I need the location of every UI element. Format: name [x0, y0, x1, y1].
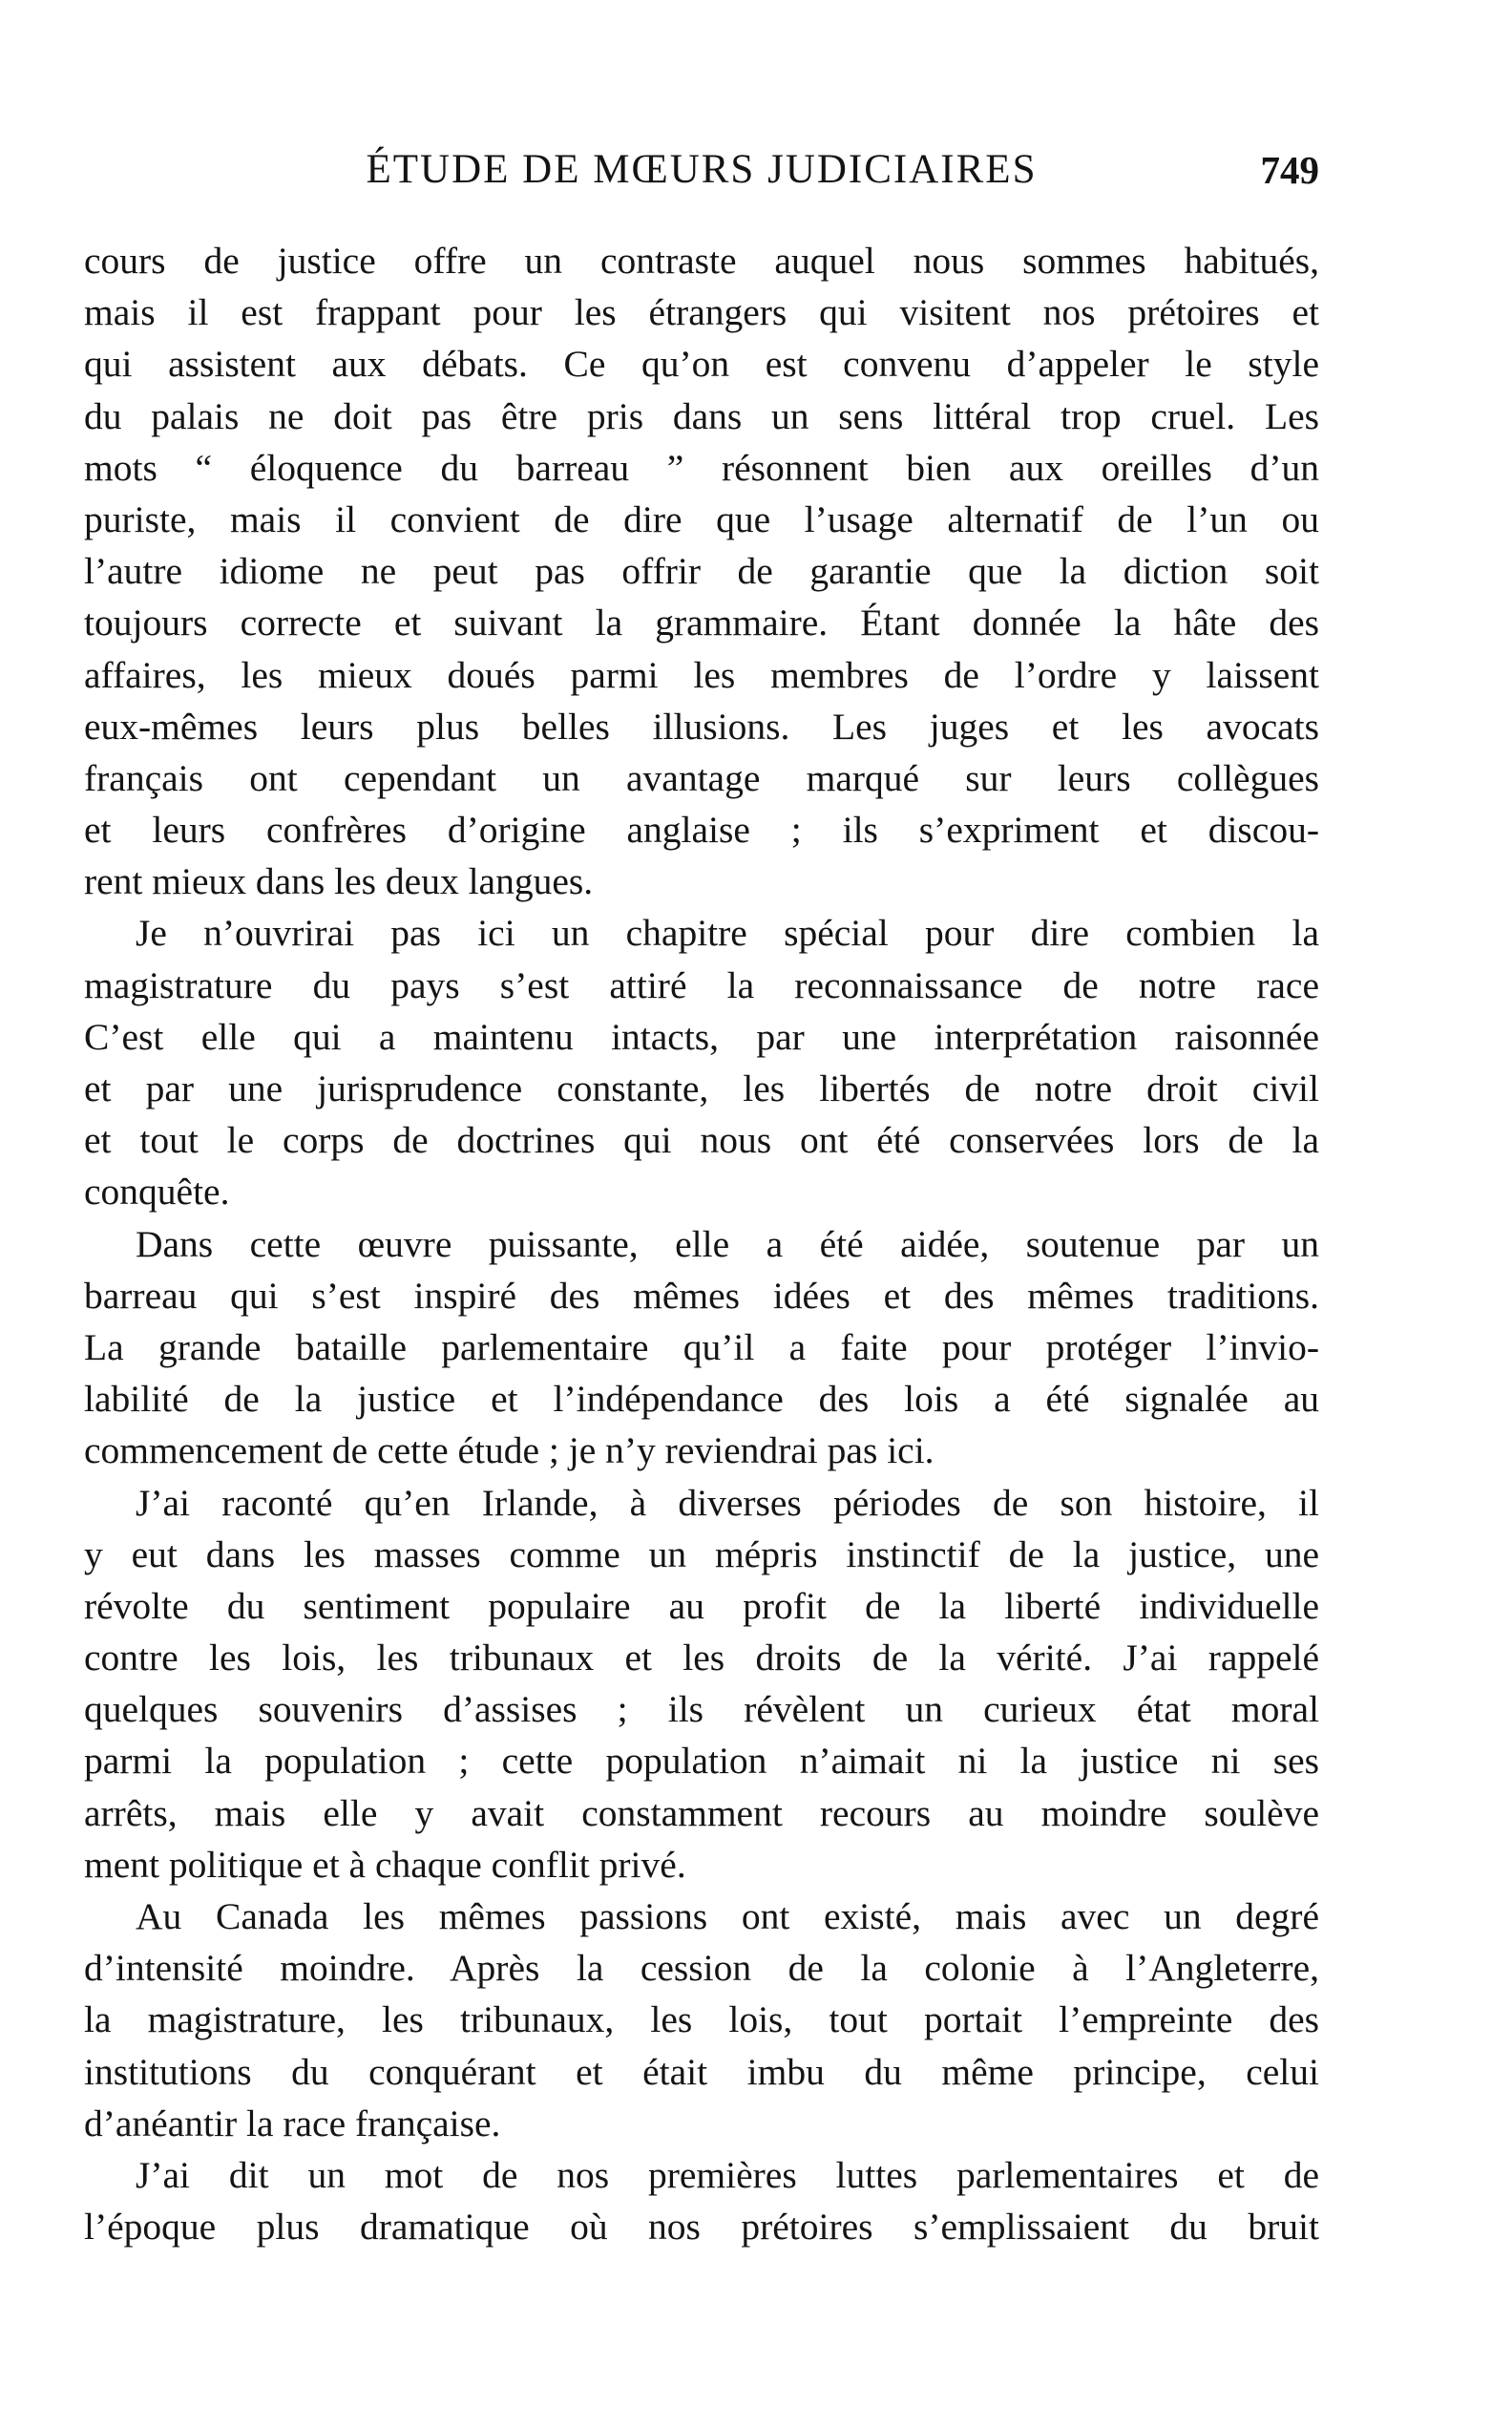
text-line: ment politique et à chaque conflit privé.: [84, 1843, 686, 1886]
text-line: toujours correcte et suivant la grammaire. Étant donnée la hâte des: [84, 602, 1319, 644]
page-header: [84, 141, 1319, 199]
text-line: y eut dans les masses comme un mépris instinctif de la justice, une: [84, 1532, 1319, 1575]
text-line: puriste, mais il convient de dire que l’usage alternatif de l’un ou: [84, 497, 1319, 540]
text-line: J’ai dit un mot de nos premières luttes parlementaires et de: [136, 2153, 1319, 2196]
text-line: barreau qui s’est inspiré des mêmes idées et des mêmes traditions.: [84, 1274, 1319, 1317]
text-line: du palais ne doit pas être pris dans un sens littéral trop cruel. Les: [84, 394, 1319, 437]
text-line: mots “ éloquence du barreau ” résonnent bien aux oreilles d’un: [84, 446, 1319, 489]
text-line: commencement de cette étude ; je n’y reviendrai pas ici.: [84, 1429, 934, 1472]
text-line: C’est elle qui a maintenu intacts, par une interprétation raisonnée: [84, 1015, 1319, 1058]
text-line: et leurs confrères d’origine anglaise ; ils s’expriment et discou-: [84, 809, 1319, 852]
body-text: [84, 235, 1319, 2252]
text-line: affaires, les mieux doués parmi les membres de l’ordre y laissent: [84, 653, 1319, 696]
text-line: magistrature du pays s’est attiré la reconnaissance de notre race: [84, 963, 1319, 1006]
running-title: ÉTUDE DE MŒURS JUDICIAIRES: [366, 147, 1038, 192]
text-line: Dans cette œuvre puissante, elle a été aidée, soutenue par un: [136, 1222, 1319, 1265]
text-line: révolte du sentiment populaire au profit de la liberté individuelle: [84, 1584, 1319, 1627]
text-line: eux-mêmes leurs plus belles illusions. Les juges et les avocats: [84, 705, 1319, 748]
text-line: et par une jurisprudence constante, les libertés de notre droit civil: [84, 1067, 1319, 1109]
text-line: conquête.: [84, 1171, 230, 1214]
text-line: la magistrature, les tribunaux, les lois, tout portait l’empreinte des: [84, 1998, 1319, 2041]
text-line: J’ai raconté qu’en Irlande, à diverses périodes de son histoire, il: [136, 1481, 1319, 1524]
text-line: Je n’ouvrirai pas ici un chapitre spécial pour dire combien la: [136, 912, 1319, 955]
text-line: mais il est frappant pour les étrangers qui visitent nos prétoires et: [84, 291, 1319, 334]
text-line: Au Canada les mêmes passions ont existé, mais avec un degré: [136, 1895, 1319, 1937]
text-line: l’époque plus dramatique où nos prétoires s’emplissaient du bruit: [84, 2206, 1319, 2249]
text-line: arrêts, mais elle y avait constamment recours au moindre soulève: [84, 1791, 1319, 1834]
text-line: contre les lois, les tribunaux et les droits de la vérité. J’ai rappelé: [84, 1637, 1319, 1679]
text-line: qui assistent aux débats. Ce qu’on est convenu d’appeler le style: [84, 343, 1319, 386]
text-line: français ont cependant un avantage marqué sur leurs collègues: [84, 756, 1319, 799]
text-line: d’intensité moindre. Après la cession de la colonie à l’Angleterre,: [84, 1947, 1319, 1990]
text-line: et tout le corps de doctrines qui nous ont été conservées lors de la: [84, 1119, 1319, 1162]
page-number: 749: [1260, 148, 1319, 192]
text-line: d’anéantir la race française.: [84, 2102, 501, 2144]
text-line: rent mieux dans les deux langues.: [84, 860, 594, 903]
text-line: institutions du conquérant et était imbu du même principe, celui: [84, 2050, 1319, 2093]
text-line: quelques souvenirs d’assises ; ils révèlent un curieux état moral: [84, 1688, 1319, 1731]
text-line: parmi la population ; cette population n’aimait ni la justice ni ses: [84, 1740, 1319, 1783]
text-line: cours de justice offre un contraste auquel nous sommes habitués,: [84, 240, 1319, 282]
text-line: l’autre idiome ne peut pas offrir de garantie que la diction soit: [84, 550, 1319, 593]
text-line: La grande bataille parlementaire qu’il a faite pour protéger l’invio-: [84, 1325, 1319, 1368]
text-line: labilité de la justice et l’indépendance des lois a été signalée au: [84, 1378, 1319, 1421]
